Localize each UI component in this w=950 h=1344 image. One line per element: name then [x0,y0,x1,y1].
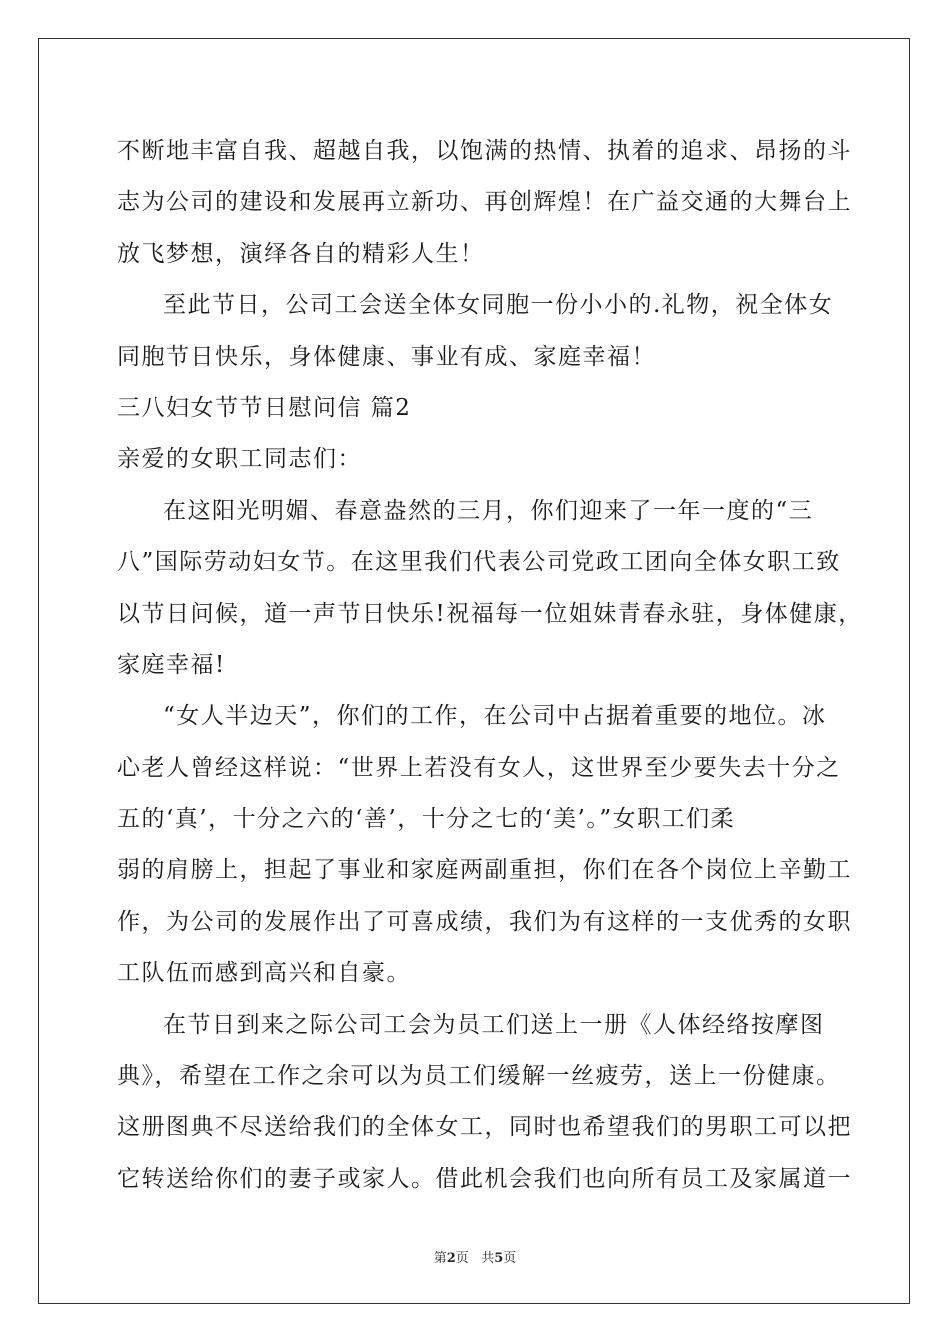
text-line: 家庭幸福! [117,651,226,678]
page-number: 2 [446,1251,456,1266]
section-heading: 三八妇女节节日慰问信 篇2 [117,394,412,421]
total-pages: 5 [494,1251,504,1266]
text-line: 这册图典不尽送给我们的全体女工，同时也希望我们的男职工可以把 [117,1114,852,1141]
page-prefix: 第 [433,1251,447,1266]
text-line: 它转送给你们的妻子或家人。借此机会我们也向所有员工及家属道一 [117,1165,852,1192]
text-line: “女人半边天”，你们的工作，在公司中占据着重要的地位。冰 [163,703,827,730]
text-line: 五的‘真’，十分之六的‘善’，十分之七的‘美’。”女职工们柔 [117,806,736,833]
document-body [117,126,863,1205]
page-suffix: 页 [455,1251,469,1266]
text-line: 以节日问候，道一声节日快乐!祝福每一位姐妹青春永驻，身体健康， [117,600,863,627]
text-line: 放飞梦想，演绎各自的精彩人生！ [117,240,485,267]
text-line: 不断地丰富自我、超越自我，以饱满的热情、执着的追求、昂扬的斗 [117,138,852,164]
text-line: 作，为公司的发展作出了可喜成绩，我们为有这样的一支优秀的女职 [117,908,852,935]
text-line: 同胞节日快乐，身体健康、事业有成、家庭幸福！ [117,343,656,370]
text-line: 至此节日，公司工会送全体女同胞一份小小的.礼物，祝全体女 [163,292,834,319]
page-footer [0,1247,950,1266]
text-line: 志为公司的建设和发展再立新功、再创辉煌！在广益交通的大舞台上 [117,189,852,216]
text-line: 工队伍而感到高兴和自豪。 [117,960,411,987]
text-line: 在节日到来之际公司工会为员工们送上一册《人体经络按摩图 [163,1011,825,1038]
salutation: 亲爱的女职工同志们： [117,446,362,473]
text-line: 在这阳光明媚、春意盎然的三月，你们迎来了一年一度的“三 [163,497,814,524]
text-line: 心老人曾经这样说：“世界上若没有女人，这世界至少要失去十分之 [117,754,841,781]
text-line: 弱的肩膀上，担起了事业和家庭两副重担，你们在各个岗位上辛勤工 [117,857,852,884]
text-line: 八”国际劳动妇女节。在这里我们代表公司党政工团向全体女职工致 [117,549,841,576]
total-prefix: 共 [481,1251,495,1266]
text-line: 典》，希望在工作之余可以为员工们缓解一丝疲劳，送上一份健康。 [117,1063,841,1090]
total-suffix: 页 [503,1251,517,1266]
